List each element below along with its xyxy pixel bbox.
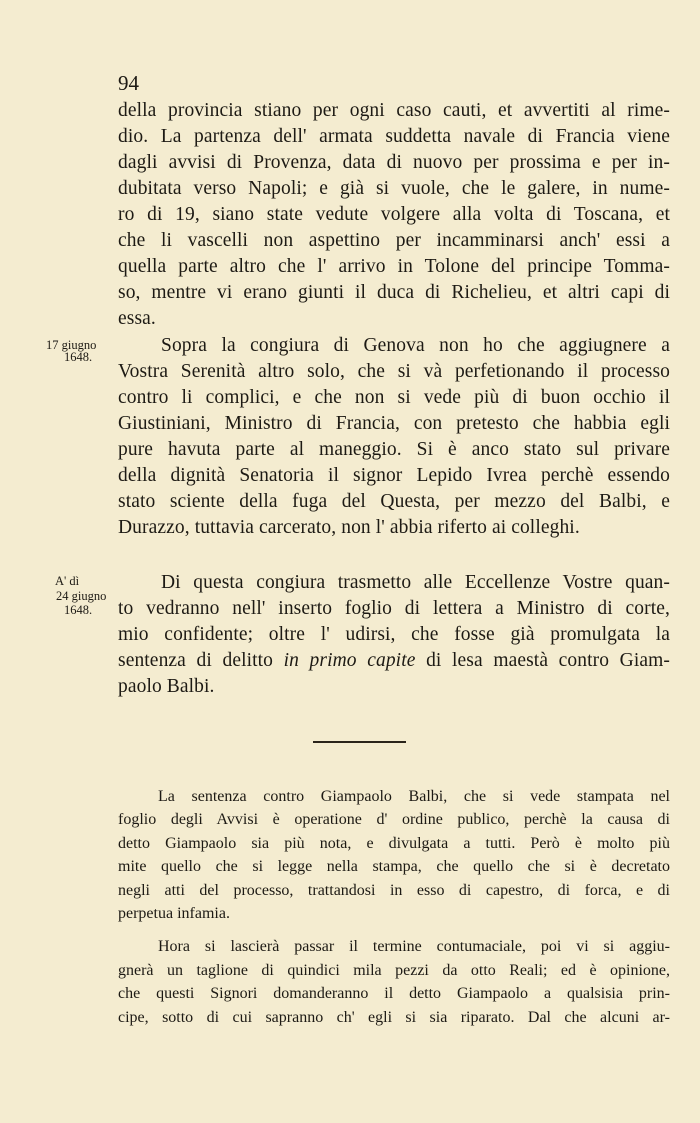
body-line: Giustiniani, Ministro di Francia, con pretesto che habbia egli: [118, 413, 670, 434]
footnote-line: perpetua infamia.: [118, 905, 230, 922]
body-line: mio confidente; oltre l' udirsi, che fosse già promulgata la: [118, 624, 670, 645]
body-line: dagli avvisi di Provenza, data di nuovo per prossima e per in-: [118, 152, 670, 173]
margin-note-year: 1648.: [64, 603, 93, 617]
footnote-line: mite quello che si legge nella stampa, che quello che si è decretato: [118, 858, 670, 875]
body-text: sentenza di delitto: [118, 650, 284, 671]
body-line: della provincia stiano per ogni caso cauti, et avvertiti al rime-: [118, 100, 670, 121]
body-line: che li vascelli non aspettino per incamminarsi anch' essi a: [118, 230, 670, 251]
body-line: ro di 19, siano state vedute volgere alla volta di Toscana, et: [118, 204, 670, 225]
margin-note-date: 17 giugno: [46, 338, 97, 352]
footnote-line: foglio degli Avvisi è operatione d' ordine publico, perchè la causa di: [118, 811, 670, 828]
margin-note-prefix: A' dì: [55, 574, 80, 588]
margin-note-date: 24 giugno: [56, 589, 107, 603]
body-line: dubitata verso Napoli; e già si vuole, che le galere, in nume-: [118, 178, 670, 199]
body-line: contro li complici, e che non si vede più di buon occhio il: [118, 387, 670, 408]
body-line: paolo Balbi.: [118, 676, 215, 697]
body-line: so, mentre vi erano giunti il duca di Richelieu, et altri capi di: [118, 282, 670, 303]
section-divider: [313, 741, 406, 743]
footnote-line: Hora si lascierà passar il termine contumaciale, poi vi si aggiu-: [158, 938, 670, 955]
footnote-line: che questi Signori domanderanno il detto Giampaolo a qualsisia prin-: [118, 985, 670, 1002]
body-line: dio. La partenza dell' armata suddetta navale di Francia viene: [118, 126, 670, 147]
latin-phrase: in primo capite: [283, 650, 416, 671]
body-line: Sopra la congiura di Genova non ho che aggiugnere a: [161, 335, 670, 356]
margin-note-year: 1648.: [64, 350, 93, 364]
body-line: Di questa congiura trasmetto alle Eccellenze Vostre quan-: [161, 572, 670, 593]
body-line: stato sciente della fuga del Questa, per mezzo del Balbi, e: [118, 491, 670, 512]
body-line: to vedranno nell' inserto foglio di lettera a Ministro di corte,: [118, 598, 670, 619]
body-line: pure havuta parte al maneggio. Si è anco stato sul privare: [118, 439, 670, 460]
body-line: della dignità Senatoria il signor Lepido Ivrea perchè essendo: [118, 465, 670, 486]
footnote-line: negli atti del processo, trattandosi in esso di capestro, di forca, e di: [118, 882, 670, 899]
body-line: [118, 648, 670, 674]
footnote-line: gnerà un taglione di quindici mila pezzi da otto Reali; ed è opinione,: [118, 962, 670, 979]
footnote-line: detto Giampaolo sia più nota, e divulgata a tutti. Però è molto più: [118, 835, 670, 852]
body-line: quella parte altro che l' arrivo in Tolone del principe Tomma-: [118, 256, 670, 277]
footnote-line: cipe, sotto di cui sapranno ch' egli si sia riparato. Dal che alcuni ar-: [118, 1009, 670, 1026]
page-number: 94: [118, 71, 139, 95]
body-text: di lesa maestà contro Giam-: [415, 650, 670, 671]
body-line: Vostra Serenità altro solo, che si và perfetionando il processo: [118, 361, 670, 382]
body-line: essa.: [118, 308, 156, 329]
footnote-line: La sentenza contro Giampaolo Balbi, che si vede stampata nel: [158, 788, 670, 805]
body-line: Durazzo, tuttavia carcerato, non l' abbia riferto ai colleghi.: [118, 517, 580, 538]
